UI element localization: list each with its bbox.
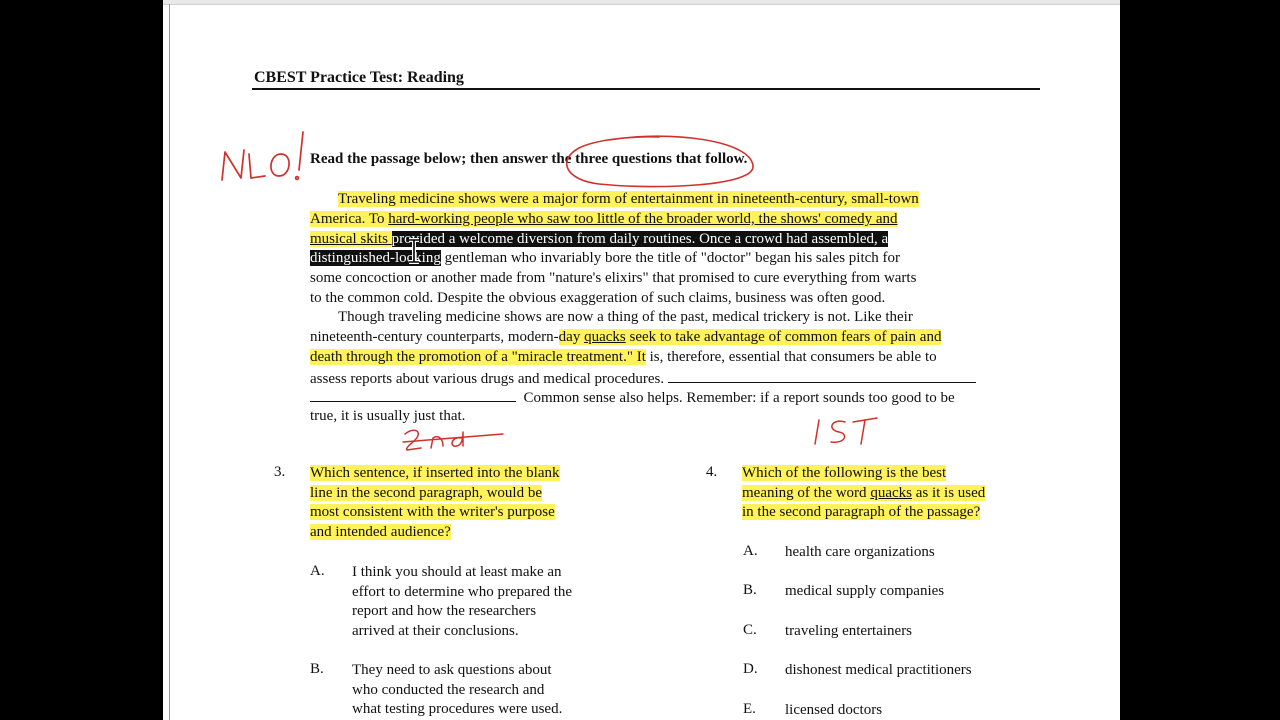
question-4-number: 4. [706, 464, 718, 480]
q3-option-a-letter: A. [310, 563, 325, 579]
passage-line: true, it is usually just that. [310, 408, 466, 424]
blank-line [668, 368, 976, 383]
passage-line: assess reports about various drugs and medical procedures. [310, 368, 976, 388]
selected-text[interactable]: provided a welcome diversion from daily routines. Once a crowd had assembled, a [391, 231, 889, 247]
q4-option-b-text[interactable]: medical supply companies [785, 583, 945, 599]
question-4-line: in the second paragraph of the passage? [742, 504, 981, 520]
q4-option-a-text[interactable]: health care organizations [785, 544, 935, 560]
handwritten-no-annotation [219, 124, 319, 186]
q4-option-e-letter: E. [743, 701, 756, 717]
passage-line: Traveling medicine shows were a major form of entertainment in nineteenth-century, small-town [338, 191, 919, 207]
q4-option-d-text[interactable]: dishonest medical practitioners [785, 662, 972, 678]
handwritten-1st-annotation [811, 414, 887, 448]
passage-line: Though traveling medicine shows are now a thing of the past, medical trickery is not. Like their [338, 309, 913, 325]
question-3-number: 3. [274, 464, 286, 480]
question-4-line: meaning of the word quacks as it is used [742, 485, 986, 501]
instructions: Read the passage below; then answer the three questions that follow. [310, 151, 748, 167]
question-3-line: most consistent with the writer's purpose [310, 504, 555, 520]
question-3-line: and intended audience? [310, 524, 451, 540]
page-header-title: CBEST Practice Test: Reading [254, 69, 464, 86]
header-rule [252, 88, 1040, 90]
q4-option-c-text[interactable]: traveling entertainers [785, 623, 913, 639]
q4-option-a-letter: A. [743, 543, 758, 559]
q4-option-b-letter: B. [743, 582, 757, 598]
q4-option-d-letter: D. [743, 661, 758, 677]
q4-option-c-letter: C. [743, 622, 757, 638]
passage-line: Common sense also helps. Remember: if a report sounds too good to be [310, 387, 955, 407]
question-4-line: Which of the following is the best [742, 465, 947, 481]
handwritten-2nd-annotation [399, 424, 509, 456]
text-cursor-icon [406, 238, 422, 264]
q3-option-b-text[interactable]: They need to ask questions about who conducted the research and what testing procedures were used. [352, 662, 563, 718]
passage-line: nineteenth-century counterparts, modern-day quacks seek to take advantage of common fears of pain and [310, 329, 942, 345]
blank-line [310, 387, 516, 402]
page-left-edge [169, 4, 170, 720]
passage-line: death through the promotion of a "miracle treatment." It is, therefore, essential that consumers be able to [310, 349, 937, 365]
document-page [163, 0, 1120, 720]
passage-line: America. To hard-working people who saw too little of the broader world, the shows' comedy and [310, 211, 898, 227]
passage-line: some concoction or another made from "nature's elixirs" that promised to cure everything from warts [310, 270, 917, 286]
q3-option-b-letter: B. [310, 661, 324, 677]
q4-option-e-text[interactable]: licensed doctors [785, 702, 883, 718]
passage-line: distinguished-looking gentleman who invariably bore the title of "doctor" began his sales pitch for [310, 250, 901, 266]
q3-option-a-text[interactable]: I think you should at least make an effort to determine who prepared the report and how the researchers arrived at their conclusions. [352, 564, 573, 639]
passage-line: to the common cold. Despite the obvious exaggeration of such claims, business was often good. [310, 290, 886, 306]
question-3-line: line in the second paragraph, would be [310, 485, 543, 501]
question-3-line: Which sentence, if inserted into the blank [310, 465, 560, 481]
viewer-top-strip [163, 0, 1120, 5]
handwritten-circle-annotation [559, 132, 759, 190]
passage-line: musical skits provided a welcome diversion from daily routines. Once a crowd had assembled, a [310, 231, 889, 247]
selected-text[interactable]: distinguished-looking [310, 250, 441, 266]
